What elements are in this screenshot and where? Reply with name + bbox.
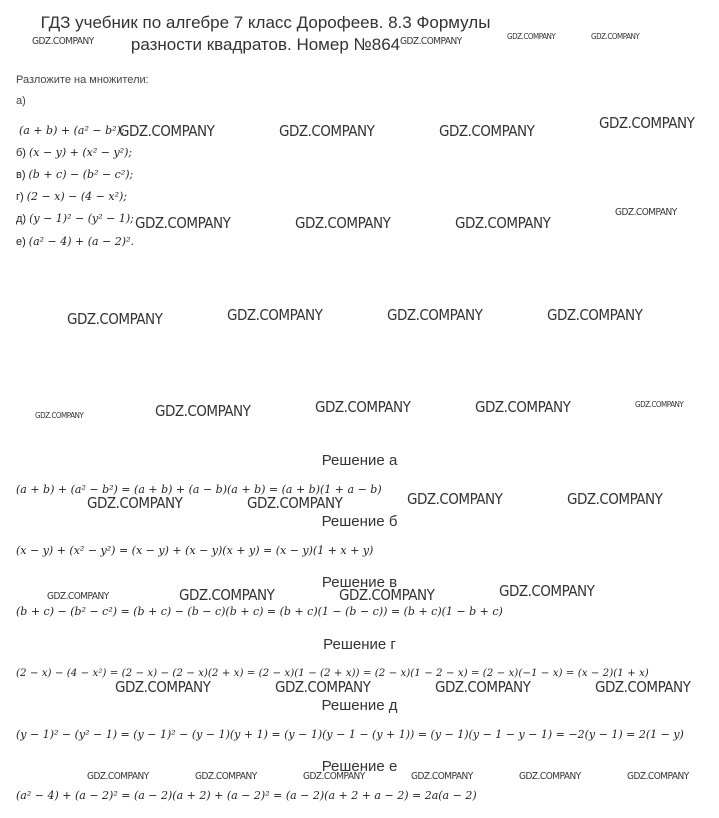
task-item-label: г) [16,191,24,203]
task-item-expr: (a + b) + (a² − b²); [19,124,125,137]
solution-expr-b: (x − y) + (x² − y²) = (x − y) + (x − y)(x + y) = (x − y)(1 + x + y) [16,544,374,557]
task-item-expr: (y − 1)² − (y² − 1); [29,212,134,225]
watermark: GDZ.COMPANY [115,678,211,696]
solution-expr-c: (b + c) − (b² − c²) = (b + c) − (b − c)(b + c) = (b + c)(1 − (b − c)) = (b + c)(1 − b + c) [16,605,503,618]
task-item-expr: (2 − x) − (4 − x²); [26,190,128,203]
solution-heading-a: Решение а [321,452,398,469]
watermark: GDZ.COMPANY [387,306,483,324]
solution-expr-f: (a² − 4) + (a − 2)² = (a − 2)(a + 2) + (a − 2)² = (a − 2)(a + 2 + a − 2) = 2a(a − 2) [16,789,477,802]
task-item-label: д) [16,213,27,225]
watermark: GDZ.COMPANY [87,494,183,512]
watermark: GDZ.COMPANY [567,490,663,508]
task-item-label: б) [16,147,26,159]
solution-expr-d: (2 − x) − (4 − x²) = (2 − x) − (2 − x)(2 + x) = (2 − x)(1 − (2 + x)) = (2 − x)(1 − 2 − x) = (2 − x)(−1 − x) = (x − 2)(1 + x) [16,667,649,679]
solution-heading-f: Решение е [321,758,398,775]
watermark: GDZ.COMPANY [591,32,640,41]
watermark: GDZ.COMPANY [599,114,695,132]
watermark: GDZ.COMPANY [275,678,371,696]
watermark: GDZ.COMPANY [519,771,581,782]
watermark: GDZ.COMPANY [455,214,551,232]
watermark: GDZ.COMPANY [295,214,391,232]
title-line-1: ГДЗ учебник по алгебре 7 класс Дорофеев. 8.3 Формулы [40,13,491,32]
watermark: GDZ.COMPANY [595,678,691,696]
solution-heading-b: Решение б [321,513,398,530]
title-line-2: разности квадратов. Номер №864 [130,35,401,54]
watermark: GDZ.COMPANY [227,306,323,324]
task-label-a: а) [16,95,26,107]
task-intro: Разложите на множители: [16,74,149,86]
watermark: GDZ.COMPANY [135,214,231,232]
watermark: GDZ.COMPANY [439,122,535,140]
watermark: GDZ.COMPANY [507,32,556,41]
task-item-c [16,168,133,181]
watermark: GDZ.COMPANY [499,582,595,600]
watermark: GDZ.COMPANY [339,586,435,604]
watermark: GDZ.COMPANY [87,771,149,782]
task-item-label: в) [16,169,26,181]
watermark: GDZ.COMPANY [635,400,684,409]
watermark: GDZ.COMPANY [627,771,689,782]
watermark: GDZ.COMPANY [119,122,215,140]
watermark: GDZ.COMPANY [67,310,163,328]
task-item-b [16,146,132,159]
watermark: GDZ.COMPANY [615,207,677,218]
task-item-a [16,124,125,137]
watermark: GDZ.COMPANY [435,678,531,696]
watermark: GDZ.COMPANY [32,36,94,47]
watermark: GDZ.COMPANY [407,490,503,508]
task-item-expr: (a² − 4) + (a − 2)². [28,235,135,248]
solution-expr-e: (y − 1)² − (y² − 1) = (y − 1)² − (y − 1)(y + 1) = (y − 1)(y − 1 − (y + 1)) = (y − 1)(y − 1 − y − 1) = −2(y − 1) = 2(1 − y) [16,728,684,741]
watermark: GDZ.COMPANY [475,398,571,416]
solution-heading-c: Решение в [321,574,398,591]
watermark: GDZ.COMPANY [315,398,411,416]
watermark: GDZ.COMPANY [155,402,251,420]
task-item-expr: (b + c) − (b² − c²); [28,168,134,181]
task-item-e [16,212,134,225]
task-item-label: е) [16,236,26,248]
watermark: GDZ.COMPANY [35,411,84,420]
watermark: GDZ.COMPANY [279,122,375,140]
solution-heading-d: Решение г [323,636,396,653]
task-item-expr: (x − y) + (x² − y²); [28,146,133,159]
watermark: GDZ.COMPANY [400,36,462,47]
page-title [0,12,531,56]
watermark: GDZ.COMPANY [247,494,343,512]
watermark: GDZ.COMPANY [411,771,473,782]
solution-expr-a: (a + b) + (a² − b²) = (a + b) + (a − b)(a + b) = (a + b)(1 + a − b) [16,483,382,496]
watermark: GDZ.COMPANY [179,586,275,604]
watermark: GDZ.COMPANY [195,771,257,782]
watermark: GDZ.COMPANY [547,306,643,324]
task-item-f [16,235,134,248]
watermark: GDZ.COMPANY [47,591,109,602]
solution-heading-e: Решение д [321,697,398,714]
watermark: GDZ.COMPANY [303,771,365,782]
task-item-d [16,190,127,203]
